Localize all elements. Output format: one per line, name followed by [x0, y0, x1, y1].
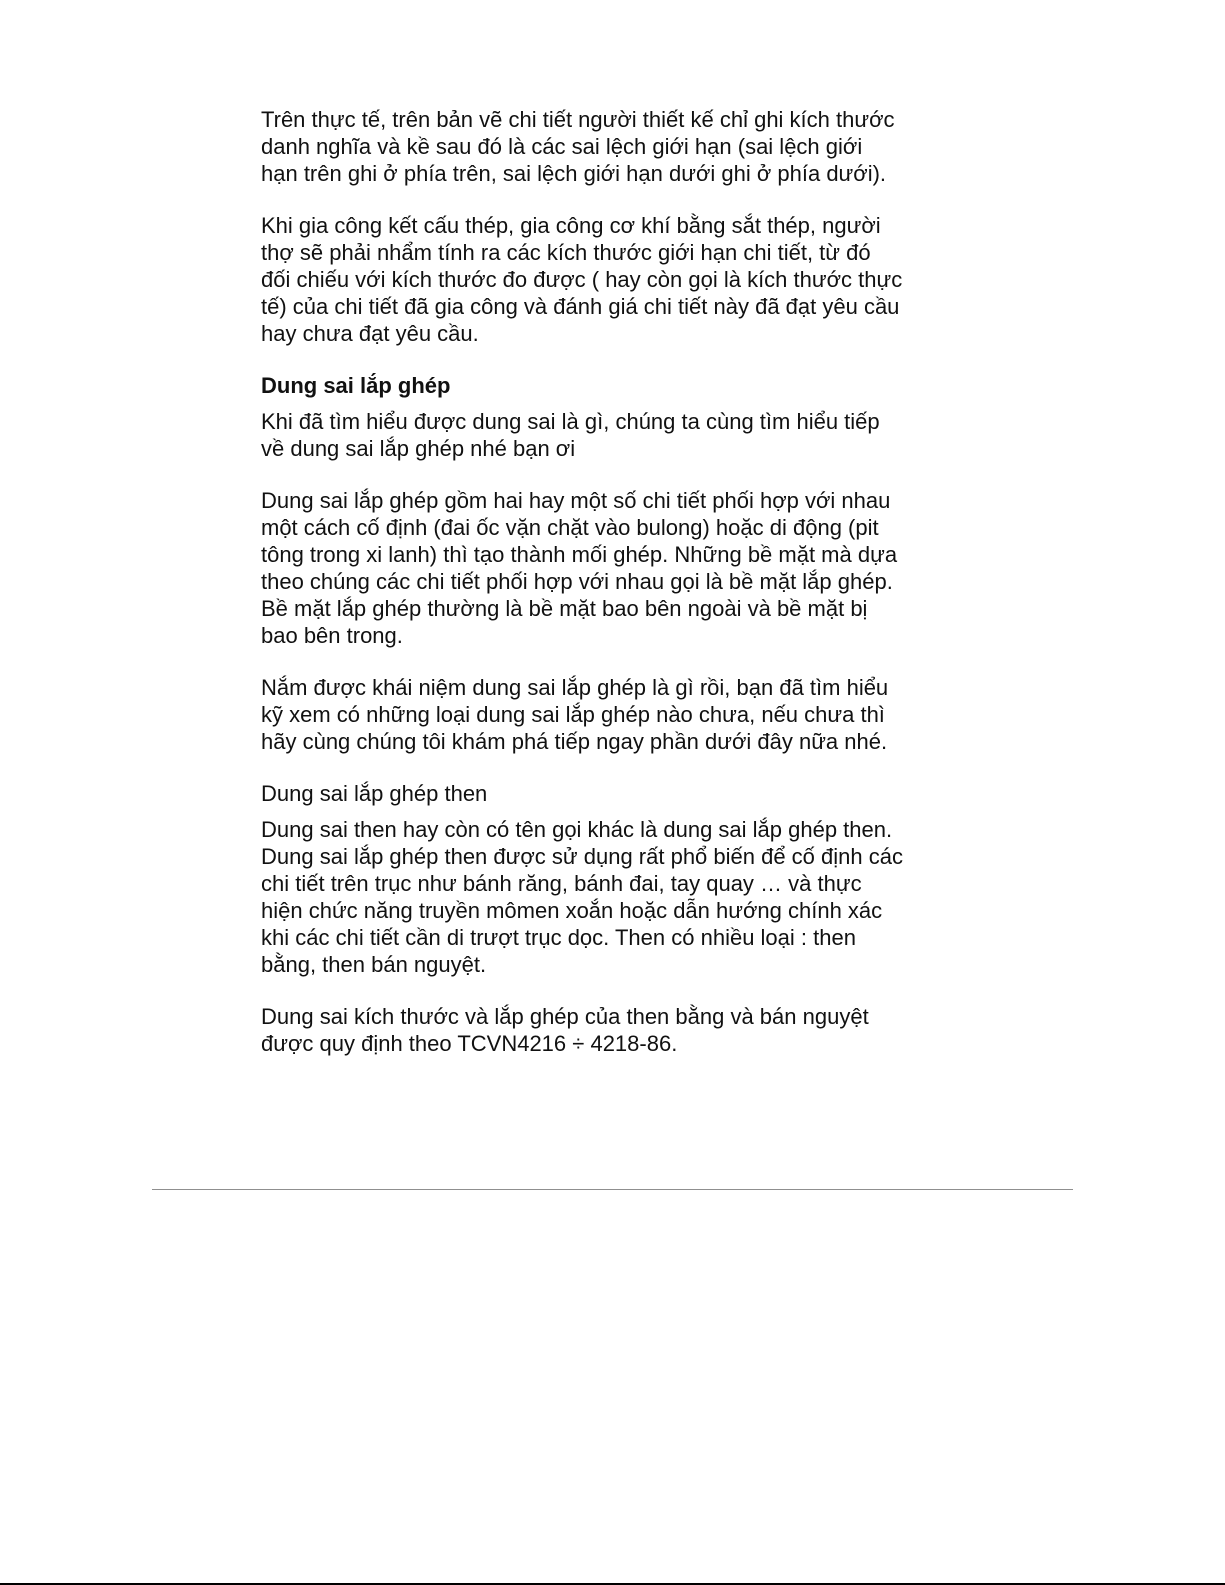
paragraph-design-tolerances: [261, 106, 971, 187]
text-line: tông trong xi lanh) thì tạo thành mối ghép. Những bề mặt mà dựa: [261, 542, 898, 567]
text-line: hãy cùng chúng tôi khám phá tiếp ngay phần dưới đây nữa nhé.: [261, 729, 888, 754]
text-line: Dung sai kích thước và lắp ghép của then bằng và bán nguyệt: [261, 1004, 869, 1029]
text-line: chi tiết trên trục như bánh răng, bánh đai, tay quay … và thực: [261, 871, 862, 896]
text-line: theo chúng các chi tiết phối hợp với nhau gọi là bề mặt lắp ghép.: [261, 569, 893, 594]
paragraph-fit-types: [261, 674, 971, 755]
text-line: bao bên trong.: [261, 623, 403, 648]
horizontal-divider: [152, 1189, 1073, 1190]
text-line: đối chiếu với kích thước đo được ( hay còn gọi là kích thước thực: [261, 267, 903, 292]
text-line: danh nghĩa và kề sau đó là các sai lệch giới hạn (sai lệch giới: [261, 134, 863, 159]
text-line: Bề mặt lắp ghép thường là bề mặt bao bên ngoài và bề mặt bị: [261, 596, 868, 621]
text-line: Khi gia công kết cấu thép, gia công cơ khí bằng sắt thép, người: [261, 213, 881, 238]
document-body: [261, 106, 971, 1082]
text-line: một cách cố định (đai ốc vặn chặt vào bulong) hoặc di động (pit: [261, 515, 879, 540]
text-line: Dung sai lắp ghép then được sử dụng rất phổ biến để cố định các: [261, 844, 903, 869]
text-line: thợ sẽ phải nhẩm tính ra các kích thước giới hạn chi tiết, từ đó: [261, 240, 871, 265]
text-line: Dung sai then hay còn có tên gọi khác là dung sai lắp ghép then.: [261, 817, 893, 842]
paragraph-key-fit: [261, 816, 971, 978]
text-line: được quy định theo TCVN4216 ÷ 4218-86.: [261, 1031, 678, 1056]
text-line: khi các chi tiết cần di trượt trục dọc. Then có nhiều loại : then: [261, 925, 856, 950]
text-line: Dung sai lắp ghép gồm hai hay một số chi tiết phối hợp với nhau: [261, 488, 891, 513]
text-line: hay chưa đạt yêu cầu.: [261, 321, 479, 346]
text-line: Khi đã tìm hiểu được dung sai là gì, chúng ta cùng tìm hiểu tiếp: [261, 409, 880, 434]
paragraph-machining: [261, 212, 971, 347]
text-line: bằng, then bán nguyệt.: [261, 952, 487, 977]
paragraph-standard: [261, 1003, 971, 1057]
text-line: Trên thực tế, trên bản vẽ chi tiết người thiết kế chỉ ghi kích thước: [261, 107, 895, 132]
text-line: kỹ xem có những loại dung sai lắp ghép nào chưa, nếu chưa thì: [261, 702, 885, 727]
text-line: hiện chức năng truyền mômen xoắn hoặc dẫn hướng chính xác: [261, 898, 883, 923]
text-line: tế) của chi tiết đã gia công và đánh giá chi tiết này đã đạt yêu cầu: [261, 294, 900, 319]
text-line: Nắm được khái niệm dung sai lắp ghép là gì rồi, bạn đã tìm hiểu: [261, 675, 889, 700]
text-line: về dung sai lắp ghép nhé bạn ơi: [261, 436, 576, 461]
text-line: hạn trên ghi ở phía trên, sai lệch giới hạn dưới ghi ở phía dưới).: [261, 161, 887, 186]
paragraph-intro-fit: [261, 408, 971, 462]
paragraph-fit-definition: [261, 487, 971, 649]
section-heading: Dung sai lắp ghép: [261, 373, 451, 398]
subsection-heading: Dung sai lắp ghép then: [261, 781, 488, 806]
